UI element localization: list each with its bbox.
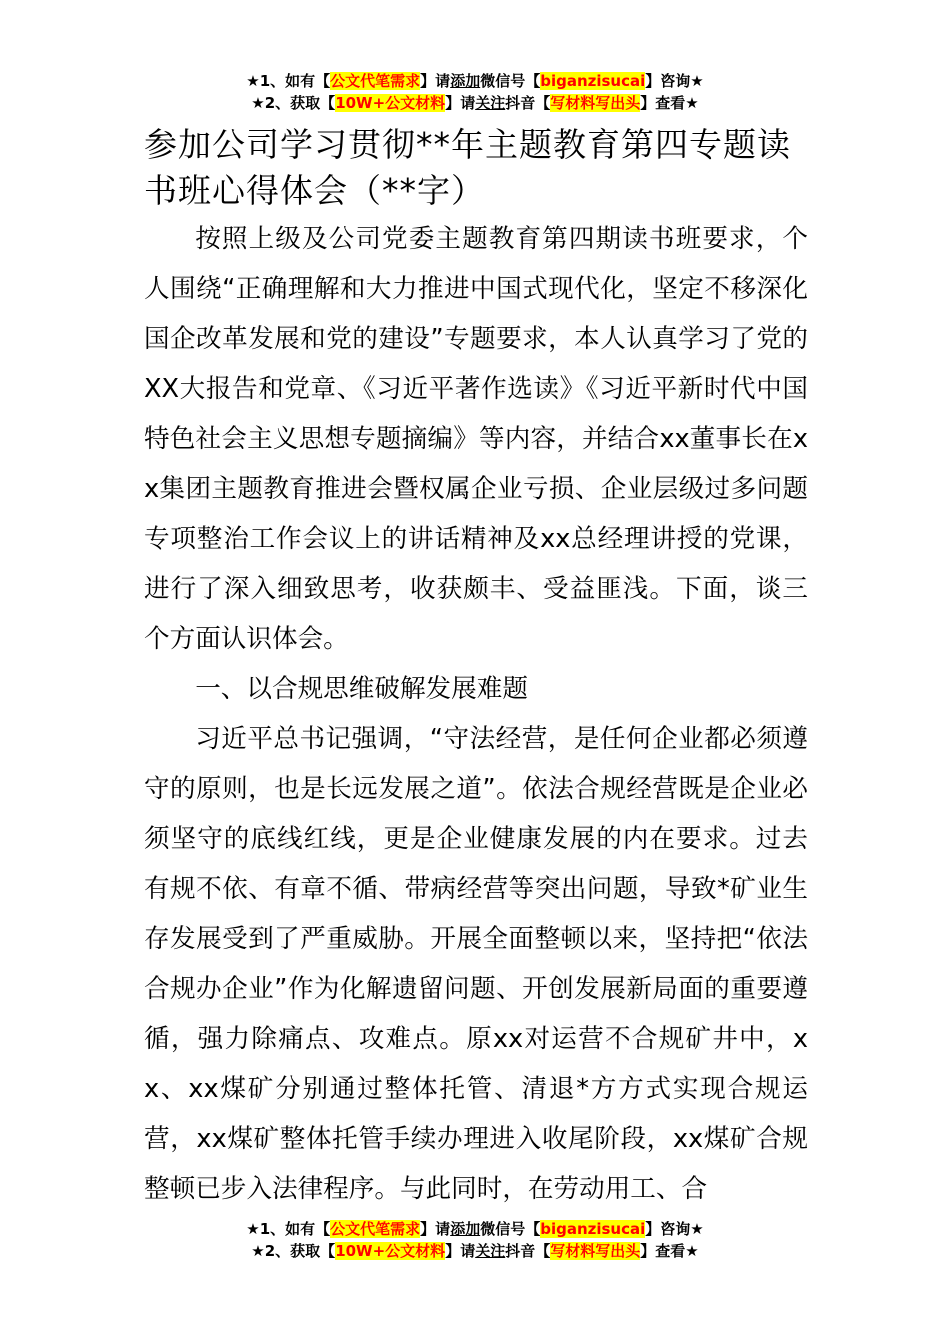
highlight-service: 公文代笔需求 [330,1220,421,1238]
highlight-wechat-id: biganzisucai [540,1220,646,1238]
highlight-materials: 10W+公文材料 [335,94,446,112]
section-1-paragraph: 习近平总书记强调，“守法经营，是任何企业都必须遵守的原则，也是长远发展之道”。依法合规经营既是企业必须坚守的底线红线，更是企业健康发展的内在要求。过去有规不依、有章不循、带病经营等突出问题，导致*矿业生存发展受到了严重威胁。开展全面整顿以来，坚持把“依法合规办企业”作为化解遗留问题、开创发展新局面的重要遵循，强力除痛点、攻难点。原xx对运营不合规矿井中，xx、xx煤矿分别通过整体托管、清退*方方式实现合规运营，xx煤矿整体托管手续办理进入收尾阶段，xx煤矿合规整顿已步入法律程序。与此同时，在劳动用工、合 [144,724,808,1204]
highlight-service: 公文代笔需求 [330,72,421,90]
promo-banner-bottom [0,1218,950,1262]
highlight-materials: 10W+公文材料 [335,1242,446,1260]
promo-line-2: ★2、获取【10W+公文材料】请关注抖音【写材料写出头】查看★ [251,1242,699,1260]
promo-line-1: ★1、如有【公文代笔需求】请添加微信号【biganzisucai】咨询★ [246,1220,704,1238]
document-title: 参加公司学习贯彻**年主题教育第四专题读书班心得体会（**字） [144,125,791,210]
section-1-heading: 一、以合规思维破解发展难题 [195,674,528,704]
highlight-wechat-id: biganzisucai [540,72,646,90]
document-body [144,122,808,1214]
promo-line-1: ★1、如有【公文代笔需求】请添加微信号【biganzisucai】咨询★ [246,72,704,90]
highlight-douyin: 写材料写出头 [550,1242,641,1260]
promo-line-2: ★2、获取【10W+公文材料】请关注抖音【写材料写出头】查看★ [251,94,699,112]
intro-paragraph: 按照上级及公司党委主题教育第四期读书班要求，个人围绕“正确理解和大力推进中国式现代化，坚定不移深化国企改革发展和党的建设”专题要求，本人认真学习了党的XX大报告和党章、《习近平著作选读》《习近平新时代中国特色社会主义思想专题摘编》等内容，并结合xx董事长在xx集团主题教育推进会暨权属企业亏损、企业层级过多问题专项整治工作会议上的讲话精神及xx总经理讲授的党课，进行了深入细致思考，收获颇丰、受益匪浅。下面，谈三个方面认识体会。 [144,224,808,654]
highlight-douyin: 写材料写出头 [550,94,641,112]
promo-banner-top [0,70,950,114]
